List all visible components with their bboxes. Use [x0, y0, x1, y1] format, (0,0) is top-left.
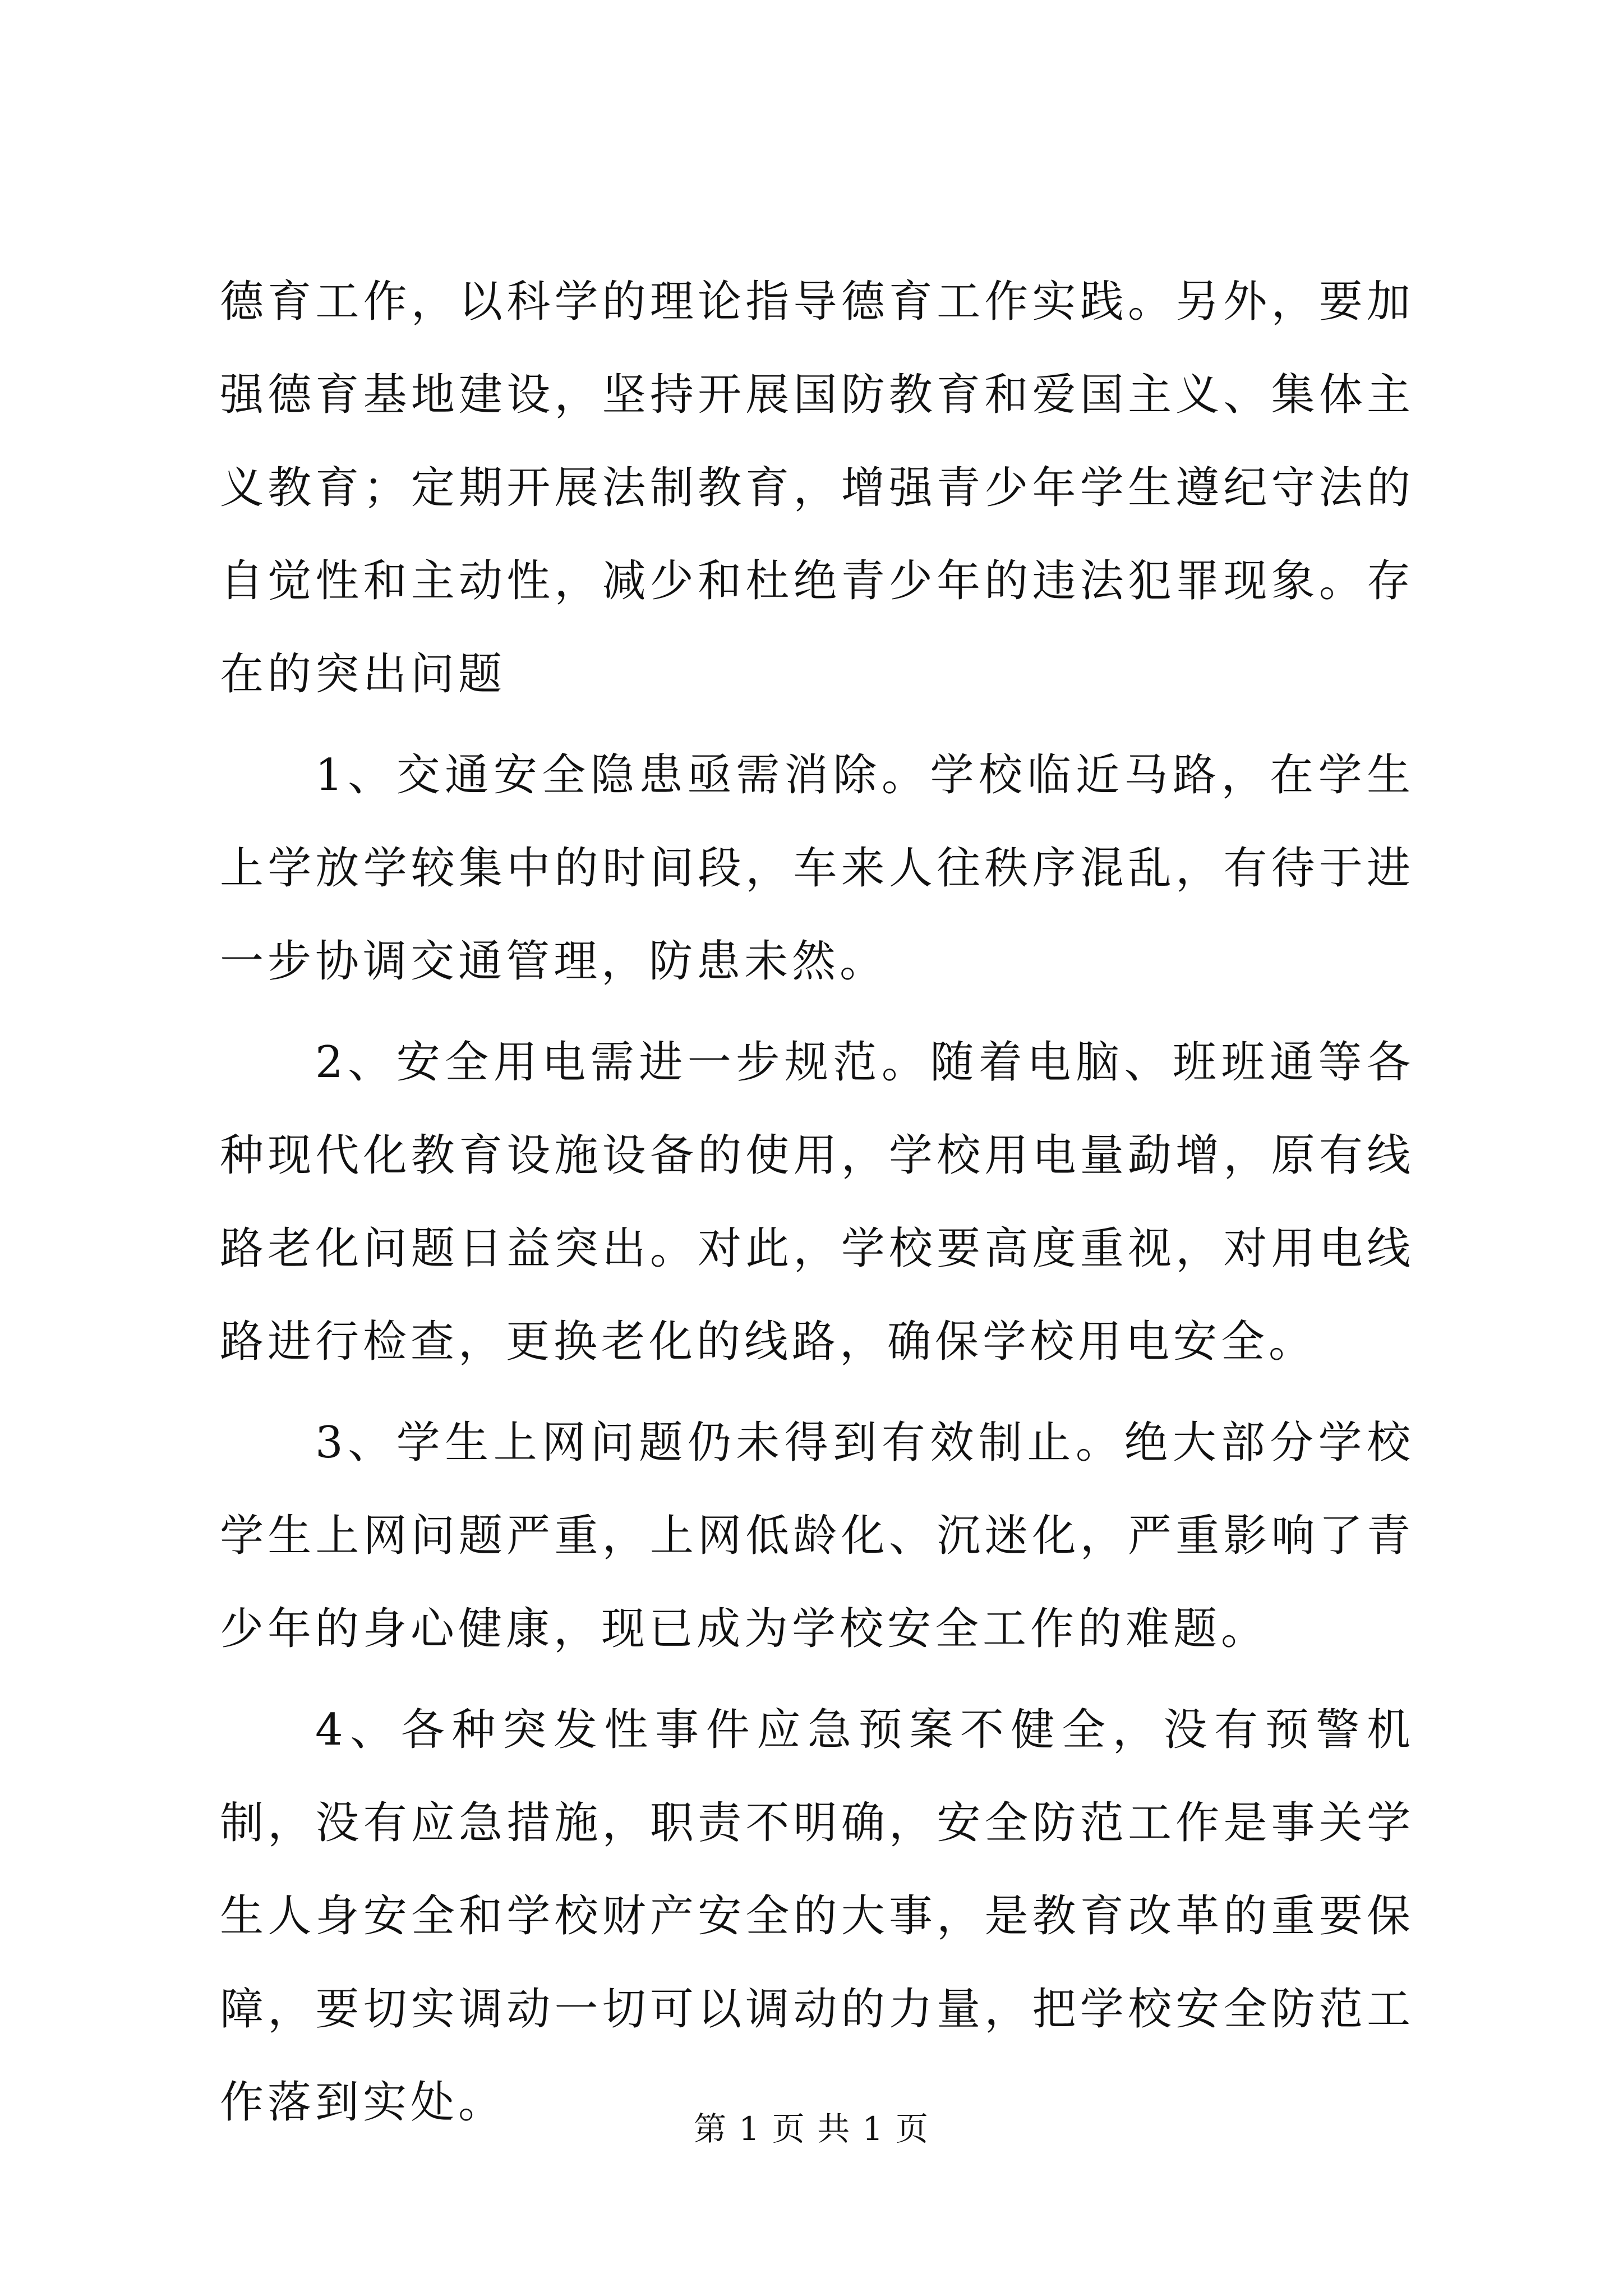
- paragraph-issue-2-electricity: 2、安全用电需进一步规范。随着电脑、班班通等各种现代化教育设施设备的使用，学校用电量勐增，原有线路老化问题日益突出。对此，学校要高度重视，对用电线路进行检查，更换老化的线路，确保学校用电安全。: [220, 1037, 1414, 1367]
- paragraph-issue-3-internet: 3、学生上网问题仍未得到有效制止。绝大部分学校学生上网问题严重，上网低龄化、沉迷化，严重影响了青少年的身心健康，现已成为学校安全工作的难题。: [220, 1418, 1414, 1654]
- paragraph-issue-4-emergency: 4、各种突发性事件应急预案不健全，没有预警机制，没有应急措施，职责不明确，安全防范工作是事关学生人身安全和学校财产安全的大事，是教育改革的重要保障，要切实调动一切可以调动的力量，把学校安全防范工作落到实处。: [220, 1705, 1414, 2128]
- page-footer: 第 1 页 共 1 页: [694, 2110, 929, 2148]
- paragraph-issue-1-traffic: 1、交通安全隐患亟需消除。学校临近马路，在学生上学放学较集中的时间段，车来人往秩序混乱，有待于进一步协调交通管理，防患未然。: [220, 750, 1414, 987]
- document-body: [220, 255, 1414, 2149]
- paragraph-continuation: 德育工作，以科学的理论指导德育工作实践。另外，要加强德育基地建设，坚持开展国防教育和爱国主义、集体主义教育；定期开展法制教育，增强青少年学生遵纪守法的自觉性和主动性，减少和杜绝青少年的违法犯罪现象。存在的突出问题: [220, 277, 1414, 700]
